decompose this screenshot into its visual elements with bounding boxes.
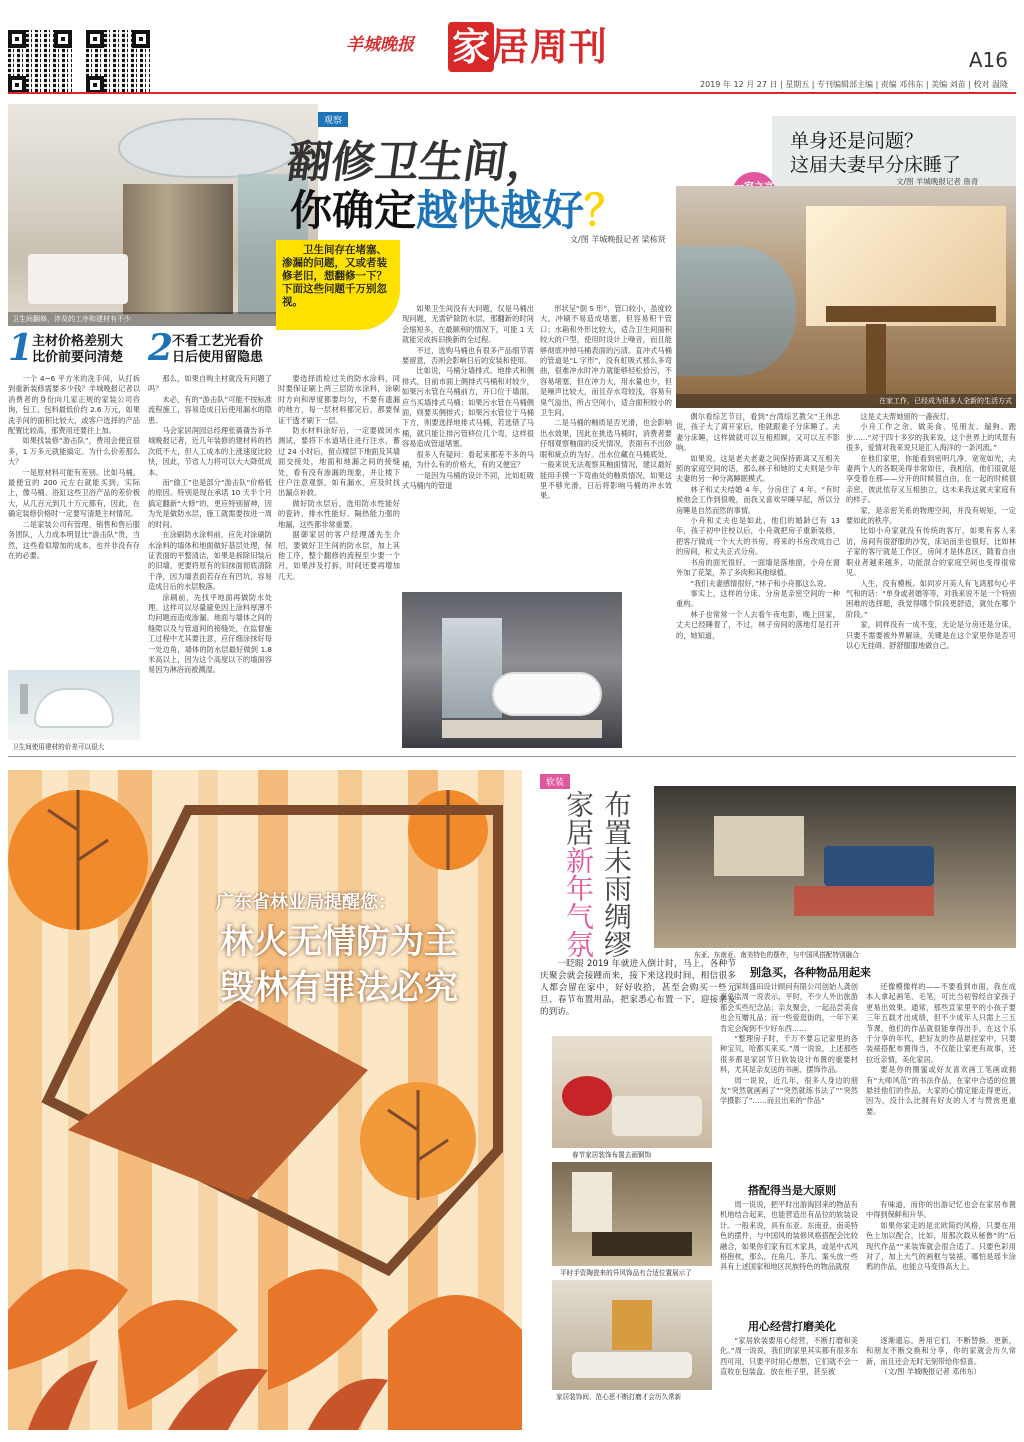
article3-subhead-a: 别急买，各种物品用起来 <box>750 966 871 979</box>
paragraph: 比如说，马桶分墙排式、地排式和侧排式，目前市面上侧排式马桶和对较少，如果污水管在马桶前方，开口位于墙面，应当买墙排式马桶；如果污水管在马桶侧面，则要买侧排式；如果污水管位于马桶下方，则要选择地排式马桶，若选错了马桶，就只能让排污管移位几个弯，这样很容易造成管道堵塞。 <box>402 366 534 449</box>
paragraph: 人生，没有模板。如同岁月美人有飞鸿那句心平气和的话：“单身或者婚等等，对我来说不是一个特别困难的选择题，我觉得哪个阶段更舒适，就处在哪个阶段。” <box>846 578 1016 619</box>
paragraph: 有味道，而你的出游记忆也会在家居布置中得到保鲜和升华。 <box>866 1200 1016 1220</box>
paragraph: 那么，如果自购主材就没有问题了吗？ <box>148 374 272 394</box>
sec3-body-col2 <box>540 304 672 586</box>
paragraph: 马会家居润园总经理张蒨蒨告诉羊城晚报记者，近几年装修的建材科的档次低不大，但人工成本的上涨速度比较快，因此，节省人力将可以大大降低成本。 <box>148 426 272 477</box>
poster-line-small: 广东省林业局提醒您： <box>216 892 396 913</box>
living-room-photo-4 <box>552 1280 712 1390</box>
paragraph: 而“偷工”也是部分“游击队”价格低的原因。特别是现在承诺 10 天半个月搞定翻新“大修”的，更应特别留神，因为光是做防水层，施工就需要按进一周的时间。 <box>148 478 272 529</box>
paragraph: 据御家居的客户经理潘先生介绍，要做好卫生间的防水层，加上其他工序，整个翻修的流程至少要一个月，如果涉及打拆，时间还要再增加几天。 <box>278 530 400 581</box>
newspaper-logo: 羊城晚报 <box>346 35 414 55</box>
paragraph: 如果说，这是老夫老妻之间保持距离又互相关照的家庭空间的话，那么林子和她的丈夫则是少年夫妻的另一种分离睡眠模式。 <box>676 453 840 484</box>
page-number: A16 <box>968 48 1008 72</box>
paragraph: 逐渐遗忘。善用它们，不断替换、更新，和朋友不断交换和分享，你的家就会历久常新，而且还会无时无刻带给你惊喜。 <box>866 1336 1016 1366</box>
article3-photo4-caption: 家居装饰间、范心思不断打磨才会历久常新 <box>556 1393 682 1401</box>
paragraph: 不过，选购马桶也有很多产品细节需要留意，否则会影响日后的安装和使用。 <box>402 345 534 366</box>
paragraph: 比如小舟家就没有传统的客厅，如果有客人来访，房间有很舒服的沙发，床站而坐也很好，比如林子家的客厅就是工作区，房间才是休息区，随着自由职业者越来越多，功能混合的家庭空间也变得很常见。 <box>846 526 1016 578</box>
bathtub-photo <box>8 670 140 740</box>
forest-fire-poster <box>8 770 522 1430</box>
paragraph: 还像模像样的——不要看到市面，我在成本人拿起画笔、毛笔，可比当初曾经自家孩子更易出效果。通常，那些宣家里平的小孩子要三年五载才出成绩，但不少成年人只需上三五节课，他们的作品就很能拿得出手，在这个乐于分享的年代，把好友的作品悬挂家中，只要装裱搭配布置得当，不仅能让家更有故事，还拉近亲情，美化家居。 <box>866 982 1016 1064</box>
sec1-title-a: 主材价格差别大 <box>32 334 124 349</box>
paragraph: 未必，有的“游击队”可能不按标准流程施工，容易造成日后使用漏水的隐患。 <box>148 394 272 425</box>
sec3-body-col1 <box>402 304 534 586</box>
article1-title-line1: 翻修卫生间， <box>283 137 555 188</box>
paragraph: 形状呈“倒 S 形”，管口较小，虽度较大，冲刷不易造成堵塞，但容易积干管口；水箱和外形比较大，适合卫生间面积较大的户型，使用时设计上噪音，而且能够彻底冲掉马桶表面的污渍。直冲式马桶的管道是“L 字形”，没有虹吸式那么多弯曲，很难冲水时冲力就能够轻松拾污，不容易堵塞，但在冲力大，用水量也少，但是噪声比较大，而且存水弯较浅，容易有臭气溢出，所占空间小，适合面积较小的卫生间。 <box>540 304 672 418</box>
paragraph: 如果你家走的是北欧简约风格，只要在用色上加以配合，比如，用那次载从秘鲁“的”后现代作品“”来装饰就会很合适了。只要色彩用对了，加上大气的画框与装裱，哪怕是瑶卡涂鸦的作品，也能立马变得高大上。 <box>866 1220 1016 1272</box>
article3-photo2-caption: 春节家居装饰布置去画铜饰 <box>572 1151 652 1159</box>
sec2-body-col1 <box>148 374 272 752</box>
photo1-caption: 卫生间翻修，涉及的工序和建材有不少 <box>12 315 131 323</box>
article1-byline: 文/图 羊城晚报记者 梁栋贤 <box>570 235 666 244</box>
paragraph: 周一说说，把平时出游淘回来的物品有机地结合起来，也能营造出有品位的软装设计。一般来说，具有东亚、东南亚、南美特色的摆件，与中国风的装修风格搭配会比较融合，如果你们家有红木家具，或是中式风格抱枕，那么，在角几、茶几、案头放一些具有上述国家和地区民族特色的物品就很 <box>720 1200 858 1272</box>
paragraph: 一是原材料可能有差别。比如马桶，最便宜的 200 元左右就能买到，实际上，像马桶、浴缸这些卫浴产品的差价极大，从几百元到几十万元都有，因此，在确定装修价格时一定要写清楚主材情况。 <box>8 467 140 519</box>
sec2-title-b: 日后使用留隐患 <box>172 350 264 365</box>
tag-soft-decor: 软装 <box>540 774 570 789</box>
sec2-number: 2 <box>148 327 174 369</box>
bathroom-photo-3 <box>402 592 622 748</box>
article3-subhead-b: 搭配得当是大原则 <box>748 1184 836 1197</box>
paragraph: 小舟工作之余，做美食、见朋友、遛狗、跑步……“对于四十多岁的我来说，这个世界上的风景有很多，爱情对我来说只是汇入海洋的一条河流。” <box>846 422 1016 453</box>
sec2-body-col2 <box>278 374 400 752</box>
article3-body-a <box>720 982 858 1178</box>
tag-observe: 观察 <box>318 112 348 127</box>
paragraph: “家居软装要用心经营，不断打磨和美化。”周一说说，我们的家里其实都有很多东西可用，只要平时用心想想，它们就不会一直收在包装盒、放在柜子里，甚至被 <box>720 1336 858 1377</box>
bathroom-photo-1 <box>8 104 318 326</box>
article3-body-e <box>720 1336 858 1430</box>
paragraph: 要是你的圈蜜或好友喜欢画工笔画或拥有“大师风范”的书法作品，在家中合适的位置悬挂他们的作品，大家的心情定能走得更近，因为，没什么比拥有好友的人才与赞赏更重要。 <box>866 1065 1016 1116</box>
paragraph: 在他们家里，你能看到密明几净、宽宽如光，夫妻两个人的各眼美得非常如住，我相信，他们很就是享受着在那——分开的时候很自由，在一起的时候很亲密，彼此依存又互相独立，这未来我这就夫家庭有的样子。 <box>846 453 1016 505</box>
article3-intro: 一眨眼 2019 年就进入倒计时，马上，各种节庆聚会就会接踵而来，接下来这段时间，相信很多人都会留在家中，好好收拾，甚至会购买一些元旦、春节布置用品，把家悉心布置一下，迎接亲友的到访。 <box>540 959 736 1017</box>
article2-title-line1: 单身还是问题？ <box>790 130 924 152</box>
paragraph: 涂刷前，先找平地面再做防水处理。这样可以尽量避免因上涂料厚薄不均问题而造成渗漏。地面与墙体之间的缝隙以及与管道间的接缝处，在监督施工过程中尤其要注意，应仔细涂抹好每一处边角，墙体的防水层最好做到 1.8 米高以上，因为这个高度以下的墙面容易因为淋浴而被溅湿。 <box>148 592 272 675</box>
section-divider <box>8 756 1016 757</box>
home-office-photo <box>676 186 1016 408</box>
living-room-photo-1 <box>654 786 1016 948</box>
sec1-body <box>8 374 140 666</box>
dateline: 2019 年 12 月 27 日 | 星期五 | 专刊编辑部主编 | 责编 邓伟东 | 美编 刘苗 | 校对 温隆 <box>700 80 1008 89</box>
poster-line2: 毁林有罪法必究 <box>220 968 458 1008</box>
article3-title-col2: 家居新年气氛 <box>562 790 595 958</box>
paragraph: 小舟和丈夫也是如此，他们的婚龄已有 13 年，孩子初中住校以后，小舟就把房子重新装修，把客厅做成一个大大的书房，将来的书房改成自己的房间，和丈夫正式分房。 <box>676 516 840 557</box>
paragraph: 二是马桶的釉质是否光滑，也会影响出水效果，因此在挑选马桶时，消费者要仔细观察釉面的反光情况，表面有不出砂眼和疵点的为好。出水位藏在马桶底处，一般来说无法观察其釉面情况，建议最好能用手摸一下弯曲处的釉质情况，如果这里不够光滑，日后将影响马桶的冲水效果。 <box>540 418 672 501</box>
paragraph: 书房的面光很好，一面墙是落地窗，小舟在窗外加了花架，养了多肉和其他绿植。 <box>676 557 840 578</box>
article2-photo-caption: 在家工作，已经成为很多人全新的生活方式 <box>879 397 1012 405</box>
qr-code-2 <box>86 30 150 94</box>
photo2-caption: 卫生间使用建材的价差可以很大 <box>12 743 105 751</box>
paragraph: 防水材料涂好后，一定要做闭水测试，要将下水道堵住进行注水，蓄过 24 小时后，留点楼层下地面及其墙面交接处，地面和地漏之间的接缝处，看有没有渗漏的现象，并让楼下住户注意观察，如有漏水，应及时找出漏点补救。 <box>278 426 400 498</box>
paragraph: 如果卫生间没有大问题，仅是马桶出现问题，无需铲除防水层，那翻新的时间会缩短多，在最顺利的情况下，可能 1 天就能完成拆旧换新的全过程。 <box>402 304 534 345</box>
article3-title-col1: 布置未雨绸缪 <box>600 790 633 958</box>
paragraph: 一个 4~6 平方米的洗手间，从打拆到重新装修需要多少钱？羊城晚报记者以消费者的身份向几家正规的家装公司咨询，包工、包料最低价约 2.6 万元，如果洗手间的面积比较大，或客户选择的产品配置比较高，那费用还要往上加。 <box>8 374 140 436</box>
paragraph: （文/图 羊城晚报记者 邓伟东） <box>880 1367 981 1377</box>
living-room-photo-3 <box>552 1162 712 1266</box>
qr-code-1 <box>8 30 72 94</box>
paragraph: 偶尔看综艺节目，看到“台湾综艺教父”王伟忠说，孩子大了离开家后，他就跟妻子分床睡了。夫妻分床睡，这样做就可以互相照顾，又可以互不影响。 <box>676 412 840 453</box>
paragraph: 林子和丈夫结婚 4 年，分房住了 4 年。“有时候他会工作到很晚，而我又喜欢早睡早起，所以分房睡是自然而然的事情。 <box>676 484 840 515</box>
sec2-title-a: 不看工艺光看价 <box>172 334 264 349</box>
article3-body-f <box>866 1336 1016 1430</box>
paragraph: 一是因为马桶的设计不同，比如虹吸式马桶内的管道 <box>402 470 534 490</box>
paragraph: 林子也常常一个人去看午夜电影，晚上回家，丈夫已经睡着了，不过，林子房间的落地灯是打开的，她知道， <box>676 609 840 640</box>
paragraph: 周一说说，近几年，很多人身边的朋友“突然就画画了”“突然就练书法了”“突然学摄影了”……而且出来的“作品” <box>720 1075 858 1106</box>
paragraph: 很多人有疑问：看起来都差不多的马桶，为什么有的价格大，有的又便宜？ <box>402 449 534 470</box>
article3-body-c <box>720 1200 858 1312</box>
paragraph: 事实上，这样的分床、分房是亲密空间的一种重构。 <box>676 588 840 609</box>
paragraph: 这是丈夫帮她留的一盏夜灯。 <box>860 412 954 421</box>
paragraph: 要选择质检过关的防水涂料，同时要保证刷上两三层防水涂料，涂刷时方向和厚度都要均匀，不要有遗漏的地方，每一层材料都完后，都要保证干透才刷下一层。 <box>278 374 400 425</box>
living-room-photo-2 <box>552 1036 712 1148</box>
article1-title-line2: 你确定越快越好？ <box>290 186 627 235</box>
article3-body-b <box>866 982 1016 1178</box>
paragraph: 深圳盛田设计顾问有限公司创始人龚创豪总监周一说表示，平时，不少人外出旅游都会买些纪念品；亲友聚会，一起品尝美食也会互赠礼品；而一些爱逛街的，一年下来肯定会淘到不少好东西…… <box>720 982 858 1033</box>
article3-photo3-caption: 平时手资陶瓷来的异风饰品有合适位置展示了 <box>560 1269 692 1277</box>
article2-body-col1 <box>676 412 840 752</box>
poster-line1: 林火无情防为主 <box>220 922 458 962</box>
article2-byline: 文/图 羊城晚报记者 詹青 <box>896 177 979 186</box>
article2-body-col2 <box>846 412 1016 752</box>
paragraph: 在涂刷防水涂料前，应先对涂刷防水涂料的墙体和地面做好基层处理，保证表面的平整清洁，如果是拆除旧装后的旧墙，更要将原有的旧抹面彻底清除干净，因为墙表面若存在有凹坑，容易造成日后的水层脱落。 <box>148 530 272 592</box>
lede-text: 卫生间存在堵塞、渗漏的问题，又或者装修老旧，想翻修一下？下面这些问题千万别忽视。 <box>282 244 387 308</box>
paragraph: “我们夫妻感情很好，”林子和小舟都这么说。 <box>690 578 831 588</box>
article3-body-d <box>866 1200 1016 1312</box>
paragraph: “整理房子时，千万不要忘记家里的各种宝贝，哈都买来买。”周一说说，上述那些很多都是家居节日软装设计布置的重要材料，尤其是亲友送的书画、摆饰作品。 <box>720 1034 858 1075</box>
sec1-number: 1 <box>8 327 34 369</box>
article2-title-line2: 这届夫妻早分床睡了 <box>790 154 962 176</box>
paragraph: 如果找装修“游击队”，费用会便宜很多，1 万多元就能搞定。为什么价差那么大？ <box>8 436 140 467</box>
paragraph: 做好防水层后，选用防水性能好的瓷砖，排水性能好、隔热能力强的地漏，这些都非常重要。 <box>278 498 400 529</box>
article3-photo1-caption: 东亚、东南亚、南美特色的摆件，与中国风搭配特别融合 <box>694 951 859 959</box>
header-rule <box>8 92 1016 94</box>
sec1-title-b: 比价前要问清楚 <box>32 350 124 365</box>
section-title: 家居周刊 <box>452 25 609 69</box>
paragraph: 家，是亲密关系的物理空间，并没有规矩，一定要如此的秩序。 <box>846 505 1016 526</box>
paragraph: 二是家装公司有管理、销售和售后服务团队，人力成本明显比“游击队”贵，当然，这些看似增加的成本，也并非没有存在的必要。 <box>8 519 140 560</box>
article3-subhead-c: 用心经营打磨美化 <box>748 1320 836 1333</box>
paragraph: 家，同样没有一成不变，无论是分房还是分床，只要不需要被外界解读，关键是在这个家里你是否可以心无挂碍、舒舒服服地做自己。 <box>846 620 1016 650</box>
